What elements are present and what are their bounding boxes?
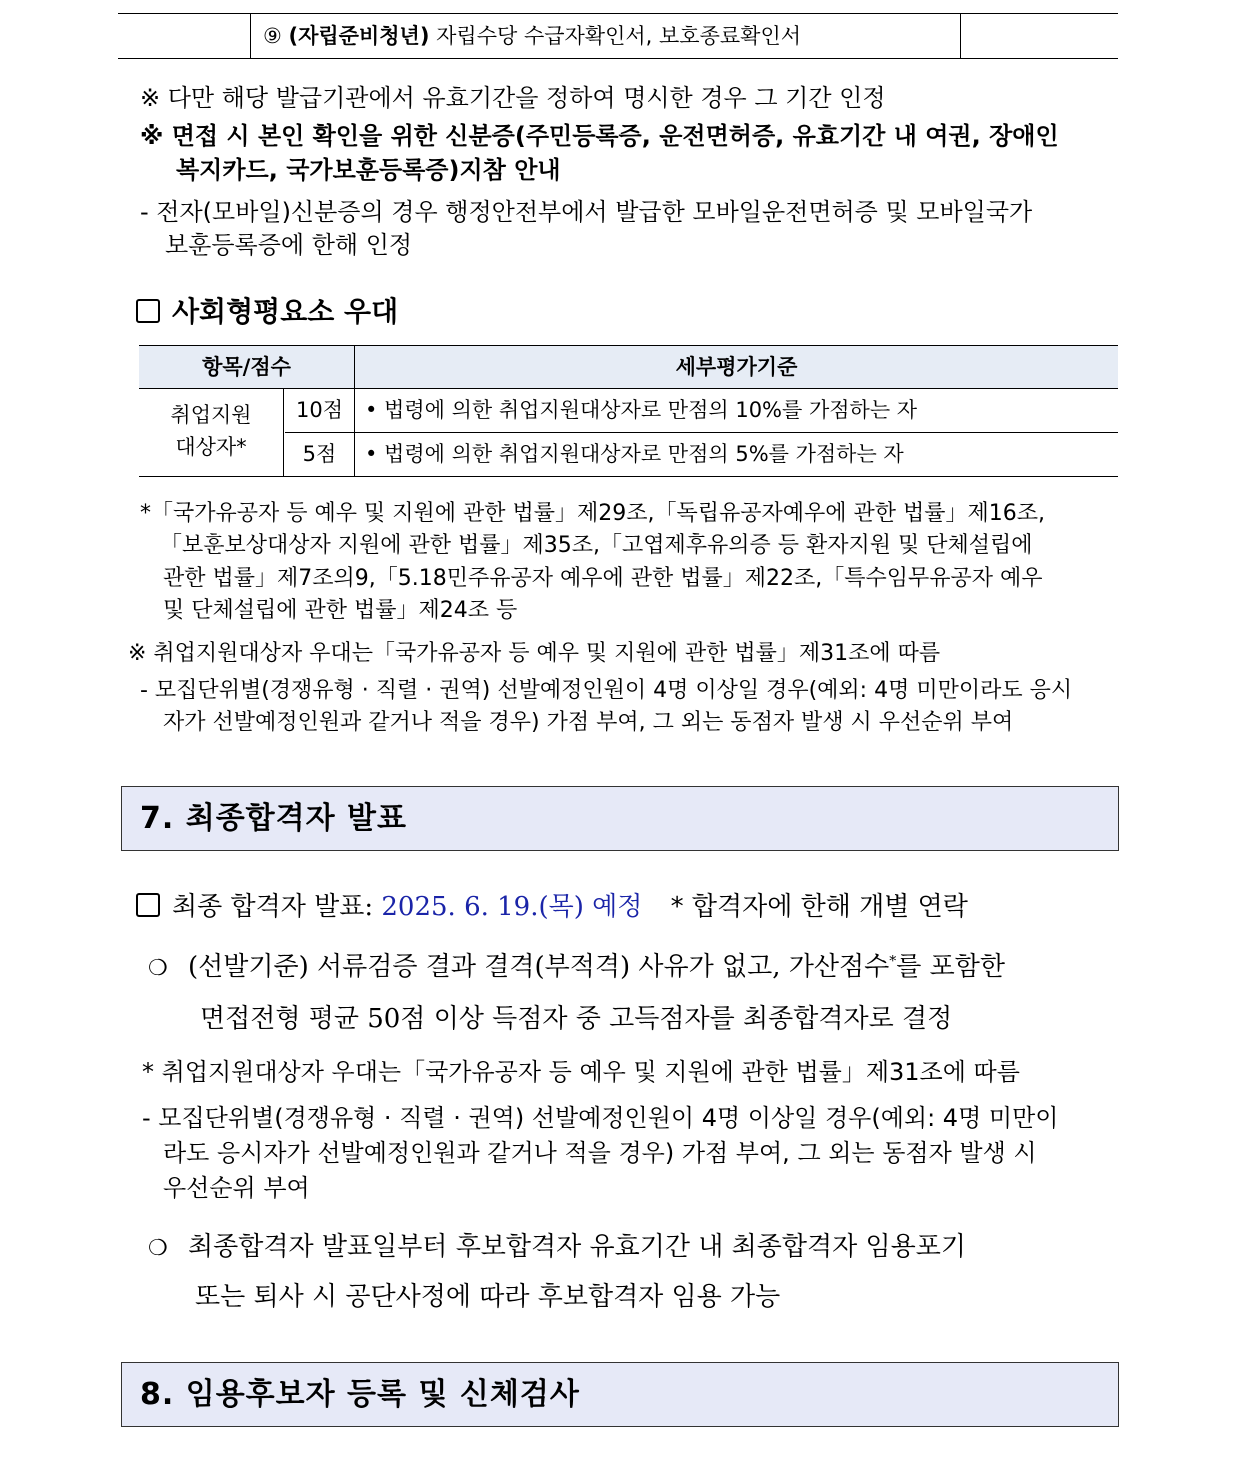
bonus-rule-line: 우선순위 부여 <box>163 1174 310 1202</box>
circle-bullet-icon: ❍ <box>148 1236 168 1261</box>
announcement-note: * 합격자에 한해 개별 연락 <box>670 892 968 922</box>
table-cell-document <box>251 14 961 58</box>
law-footnote-line: 「보훈보상대상자 지원에 관한 법률」제35조,「고엽제후유의증 등 환자지원 및 단체설립에 <box>160 533 1033 558</box>
mobile-id-note-line2: 보훈등록증에 한해 인정 <box>165 231 413 259</box>
validity-note: ※ 다만 해당 발급기관에서 유효기간을 정하여 명시한 경우 그 기간 인정 <box>140 84 886 112</box>
social-equity-heading <box>136 290 398 330</box>
id-card-note-line2: 복지카드, 국가보훈등록증)지참 안내 <box>176 156 561 184</box>
preference-law-note: * 취업지원대상자 우대는「국가유공자 등 예우 및 지원에 관한 법률」제31조에 따름 <box>142 1058 1020 1086</box>
category-line2: 대상자* <box>175 435 247 459</box>
table-header-row <box>139 346 1118 389</box>
criteria-cell: • 법령에 의한 취업지원대상자로 만점의 10%를 가점하는 자 <box>365 398 918 422</box>
mobile-id-note-line1: - 전자(모바일)신분증의 경우 행정안전부에서 발급한 모바일운전면허증 및 모바일국가 <box>140 198 1033 226</box>
id-card-note-line1: ※ 면접 시 본인 확인을 위한 신분증(주민등록증, 운전면허증, 유효기간 내 여권, 장애인 <box>140 122 1059 150</box>
header-item-score: 항목/점수 <box>139 346 355 388</box>
documents-table-row <box>118 13 1118 59</box>
category-line1: 취업지원 <box>170 403 252 427</box>
header-criteria: 세부평가기준 <box>675 355 798 379</box>
bonus-rule-line: - 모집단위별(경쟁유형 · 직렬 · 권역) 선발예정인원이 4명 이상일 경우(예외: 4명 미만이 <box>142 1104 1059 1132</box>
selection-criteria-line2: 면접전형 평균 50점 이상 득점자 중 고득점자를 최종합격자로 결정 <box>200 1004 953 1034</box>
circle-bullet-icon: ❍ <box>148 956 168 981</box>
table-cell-empty <box>118 14 251 58</box>
checkbox-square-icon <box>136 299 160 323</box>
law-footnote-line: 관한 법률」제7조의9,「5.18민주유공자 예우에 관한 법률」제22조,「특수임무유공자 예우 <box>163 566 1043 591</box>
points-cell: 5점 <box>285 433 355 476</box>
points-cell: 10점 <box>285 389 355 432</box>
category-cell <box>139 389 284 476</box>
bonus-rule-line: 라도 응시자가 선발예정인원과 같거나 적을 경우) 가점 부여, 그 외는 동점자 발생 시 <box>163 1139 1037 1167</box>
law-footnote-line: *「국가유공자 등 예우 및 지원에 관한 법률」제29조,「독립유공자예우에 관한 법률」제16조, <box>140 501 1045 526</box>
preference-law-note: ※ 취업지원대상자 우대는「국가유공자 등 예우 및 지원에 관한 법률」제31조에 따름 <box>128 641 941 666</box>
reserve-candidate-line2: 또는 퇴사 시 공단사정에 따라 후보합격자 임용 가능 <box>195 1282 781 1312</box>
item-category: (자립준비청년) <box>288 24 430 48</box>
reserve-candidate-line1: ❍ 최종합격자 발표일부터 후보합격자 유효기간 내 최종합격자 임용포기 <box>148 1232 966 1262</box>
item-documents: 자립수당 수급자확인서, 보호종료확인서 <box>436 24 802 48</box>
preference-score-table <box>139 345 1118 477</box>
announcement-line <box>136 886 968 923</box>
selection-criteria-line1: ❍ (선발기준) 서류검증 결과 결격(부적격) 사유가 없고, 가산점수*를 포함한 <box>148 952 1005 982</box>
section-8-heading: 8. 임용후보자 등록 및 신체검사 <box>121 1362 1119 1427</box>
announcement-date: 2025. 6. 19.(목) 예정 <box>381 892 643 922</box>
bonus-rule-line: 자가 선발예정인원과 같거나 적을 경우) 가점 부여, 그 외는 동점자 발생 시 우선순위 부여 <box>163 710 1014 735</box>
announcement-label: 최종 합격자 발표: <box>172 892 374 922</box>
item-marker: ⑨ <box>263 24 282 48</box>
criteria-cell: • 법령에 의한 취업지원대상자로 만점의 5%를 가점하는 자 <box>365 442 904 466</box>
social-equity-title: 사회형평요소 우대 <box>172 295 399 328</box>
bonus-rule-line: - 모집단위별(경쟁유형 · 직렬 · 권역) 선발예정인원이 4명 이상일 경우(예외: 4명 미만이라도 응시 <box>140 678 1073 703</box>
law-footnote-line: 및 단체설립에 관한 법률」제24조 등 <box>163 598 518 623</box>
checkbox-square-icon <box>136 893 160 917</box>
section-7-heading: 7. 최종합격자 발표 <box>121 786 1119 851</box>
